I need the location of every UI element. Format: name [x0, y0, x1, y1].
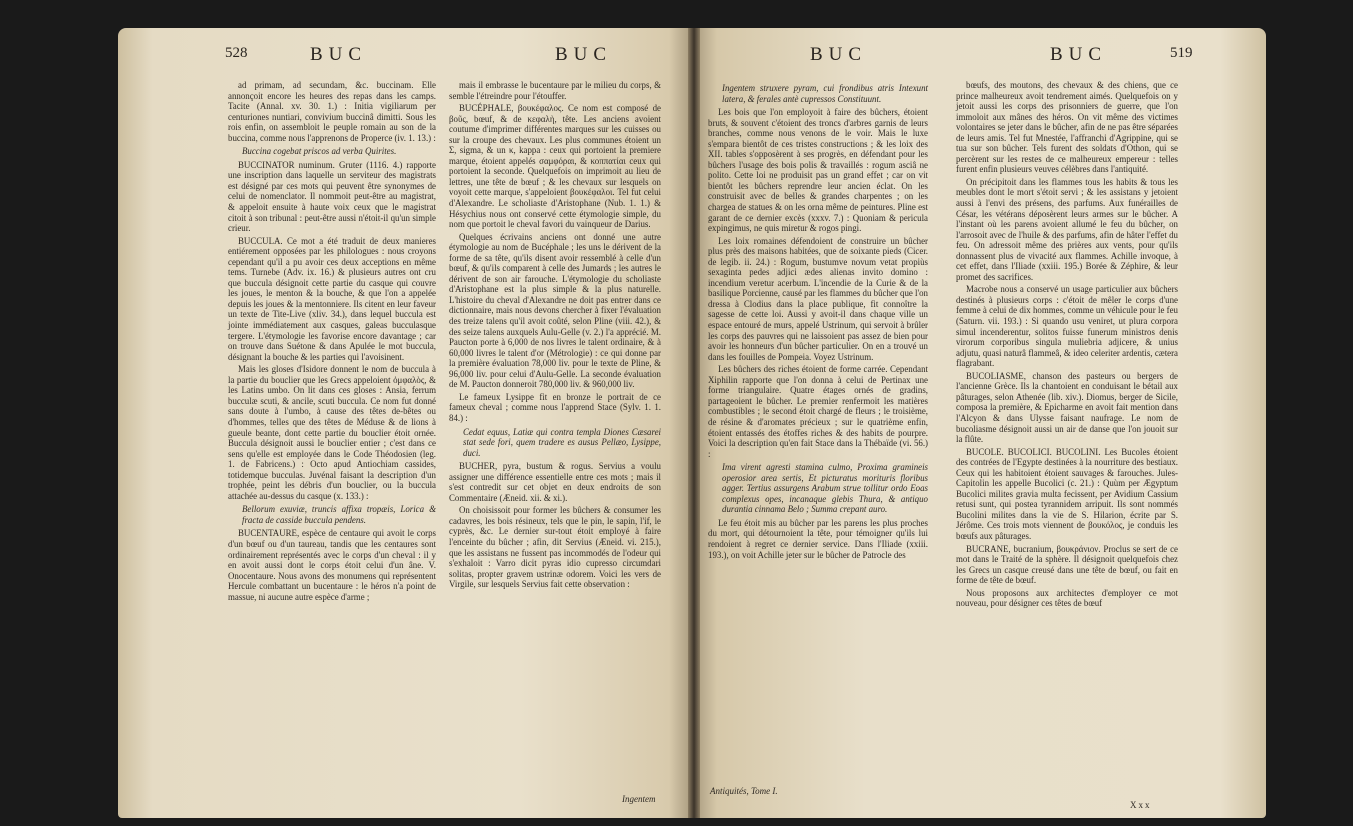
paragraph: Les bûchers des riches étoient de forme carrée. Cependant Xiphilin rapporte que l'on donna à celui de Pertinax une forme triangulaire. Quatre étages ornés de gradins, partageoient le bûcher. Le premier renfermoit les matières combustibles ; le second étoit chargé de fleurs ; le troisième, de résine & d'aromates précieux ; sur le quatrième enfin, étoient entassés des étoffes riches & des habits de pourpre. Voici la description qu'en fait Stace dans la Thébaïde (vi. 56.) : — [708, 364, 928, 459]
paragraph: bœufs, des moutons, des chevaux & des chiens, que ce prince malheureux avoit tendrement aimés. Quelquefois on y jetoit aussi les corps des prisonniers de guerre, que l'on immoloit aux mânes des héros. On vit même des victimes volontaires se jeter dans le bûcher, afin de ne pas être séparées de leurs amis. Tel fut Mnestée, l'affranchi d'Agrippine, qui se tua sur son bûcher. Tels furent des soldats d'Othon, qui se percèrent sur les restes de ce malheureux empereur : telles furent enfin plusieurs veuves célèbres dans l'antiquité. — [956, 80, 1178, 175]
left-page-number: 528 — [225, 45, 248, 61]
volume-footer: Antiquités, Tome I. — [710, 786, 778, 796]
paragraph: BUCCULA. Ce mot a été traduit de deux manieres entiérement opposées par les philologues : nous croyons cependant qu'il a pu avoir ces deux acceptions en même tems. Turnebe (Adv. ix. 16.) & plusieurs autres ont cru que buccula désignoit cette partie du casque qui couvre les joues, le menton & la bouche, & que l'on a appelée depuis les joues & la mentonniere. Ils citent en leur faveur un texte de Tite-Live (xliv. 34.), dans lequel buccula est jointe immédiatement aux casques, galeas bucculasque tergere. L'étymologie les favorise encore davantage ; car on trouve dans Suétone & dans Apulée le mot buccula, désignant la bouche & les parties qui l'avoisinent. — [228, 235, 436, 362]
paragraph: On précipitoit dans les flammes tous les habits & tous les meubles dont le mort s'étoit servi ; & les assistans y jetoient aussi à l'envi des présens, des parfums. Aux funérailles de César, les vétérans déposèrent leurs armes sur le bûcher. A l'instant où les parens avoient allumé le feu du bûcher, on l'arrosoit avec de l'huile & des parfums, afin de hâter l'effet du feu. On adressoit même des prières aux vents, pour qu'ils donnassent plus de vivacité aux flammes. Achille invoque, à cet effet, dans l'Iliade (xxiii. 195.) Borée & Zéphire, & leur promet des sacrifices. — [956, 176, 1178, 282]
right-column-1 — [708, 80, 928, 562]
left-column-1 — [228, 80, 436, 604]
signature-mark: Xxx — [1130, 800, 1152, 810]
right-column-2 — [956, 80, 1178, 611]
paragraph: Ima virent agresti stamina culmo, Proxima gramineis operosior area sertis, Et picturatus morituris floribus agger. Tertius assurgens Arabum strue tollitur ordo Eoas complexus opes, incanaque glebis Thura, & antiquo durantia cinnama Belo ; Summa crepant auro. — [722, 462, 928, 515]
paragraph: Cedat equus, Latiæ qui contra templa Diones Cæsarei stat sede fori, quem tradere es ausus Pellæo, Lysippe, duci. — [463, 426, 661, 458]
paragraph: BUCOLIASME, chanson des pasteurs ou bergers de l'ancienne Grèce. Ils la chantoient en conduisant le bétail aux pâturages, selon Athenée (lib. xiv.). Diomus, berger de Sicile, composa la première, & Epicharme en avoit fait mention dans l'Alcyon & dans Ulysse faisant naufrage. Le nom de bucoliasme désignoit aussi un air de danse que l'on jouoit sur la flûte. — [956, 370, 1178, 445]
catchword: Ingentem — [622, 794, 656, 804]
right-running-head-1: BUC — [810, 44, 868, 65]
paragraph: Bellorum exuviæ, truncis affixa tropæis, Lorica & fracta de casside buccula pendens. — [242, 504, 436, 525]
left-running-head-1: BUC — [310, 44, 368, 65]
paragraph: Le fameux Lysippe fit en bronze le portrait de ce fameux cheval ; comme nous l'apprend Stace (Sylv. 1. 1. 84.) : — [449, 391, 661, 423]
paragraph: Macrobe nous a conservé un usage particulier aux bûchers destinés à plusieurs corps : c'étoit de mêler le corps d'une femme à celui de dix hommes, comme un véhicule pour le feu (Saturn. vii. 193.) : Si quando usu veniret, ut plura corpora simul incenderentur, solitos fuisse funerum ministros denis virorum corporibus singula muliebria adjicere, & unius adjutu, quasi naturâ flammeâ, & ideo celeriter ardentis, cætera flagrabant. — [956, 284, 1178, 369]
paragraph: BUCÉPHALE, βουκέφαλος. Ce nom est composé de βοῦς, bœuf, & de κεφαλὴ, tête. Les anciens avoient coutume d'imprimer différentes marques sur les cuisses ou sur la croupe des chevaux. Les plus communes étoient un Σ, sigma, & un κ, kappa : ceux qui portoient la premiere marque, étoient appelés σαμφόραι, & κοππατίαι ceux qui portoient la seconde. Quelquefois on imprimoit au lieu de lettres, une tête de bœuf ; & les chevaux sur lesquels on voyoit cette marque, s'appeloient βουκέφαλοι. Tel fut celui d'Alexandre. Le scholiaste d'Aristophane (Nub. 1. 1.) & Hésychius nous ont conservé cette étymologie simple, du nom que portoit le cheval favori du vainqueur de Darius. — [449, 103, 661, 230]
paragraph: Les bois que l'on employoit à faire des bûchers, étoient bruts, & souvent c'étoient des troncs d'arbres garnis de leurs branches, comme nous venons de le voir. Mais le luxe s'empara bientôt de ces tristes constructions ; & les loix des XII. tables s'opposèrent à ses progrès, en défendant pour les bûchers l'usage des bois polis & travaillés : rogum asciâ ne polito. Cette loi ne produisit pas un grand effet ; car on vit bientôt les bûchers reprendre leur ancien éclat. On les construisit avec de belles & grandes charpentes ; on les chargea de statues & on les orna même de peintures. Pline est garant de ce dernier excès (xxxv. 7.) : Quoniam & pericula expingimus, ne quis miretur & rogos pingi. — [708, 107, 928, 234]
paragraph: BUCCINATOR numinum. Gruter (1116. 4.) rapporte une inscription dans laquelle un serviteur des magistrats est désigné par ces mots qui peuvent être synonymes de celui de nomenclator. Il nommoit peut-être au magistrat, & appeloit ensuite à haute voix ceux que le magistrat citoit à son tribunal : peut-être aussi n'étoit-il qu'un simple crieur. — [228, 159, 436, 234]
paragraph: Les loix romaines défendoient de construire un bûcher plus près des maisons habitées, que de soixante pieds (Cicer. de legib. ii. 24.) : Rogum, bustumve novum vetat propiùs sexaginta pedes adjici ædes alienas invito domino : incendium veretur acerbum. L'incendie de la Curie & de la basilique Porcienne, causé par les flammes du bûcher que l'on dressa à Clodius dans la place publique, fit connoître la sagesse de cette loi. Aussi y avoit-il dans chaque ville un espace entouré de murs, appelé Ustrinum, qui servoit à brûler les corps des pauvres qui ne laissoient pas assez de bien pour avoir les honneurs d'un bûcher particulier. On en a trouvé un dans les fouilles de Pompeia. Voyez Ustrinum. — [708, 235, 928, 362]
paragraph: BUCHER, pyra, bustum & rogus. Servius a voulu assigner une différence essentielle entre ces mots ; mais il s'est contredit sur cet objet en deux endroits de son Commentaire (Æneid. xii. & xi.). — [449, 461, 661, 503]
left-running-head-2: BUC — [555, 44, 613, 65]
right-running-head-2: BUC — [1050, 44, 1108, 65]
left-column-2 — [449, 80, 661, 592]
paragraph: ad primam, ad secundam, &c. buccinam. Elle annonçoit encore les heures des repas dans les camps. Tacite (Annal. xv. 30. 1.) : Initia vigiliarum per centuriones nuntiari, convivium buccinâ dimitti. Sous les rois enfin, on assembloit le peuple romain au son de la buccina, comme nous l'apprenons de Properce (iv. 1. 13.) : — [228, 80, 436, 143]
paragraph: mais il embrasse le bucentaure par le milieu du corps, & semble l'étreindre pour l'étouffer. — [449, 80, 661, 101]
paragraph: BUCRANE, bucranium, βουκράνιον. Proclus se sert de ce mot dans le Traité de la sphère. Il désignoit quelquefois chez les Grecs un casque creusé dans une tête de bœuf, ou fait en forme de tête de bœuf. — [956, 543, 1178, 586]
paragraph: On choisissoit pour former les bûchers & consumer les cadavres, les bois résineux, tels que le pin, le sapin, l'if, le cyprès, &c. Le dernier sur-tout étoit employé à faire l'enceinte du bûcher ; afin, dit Servius (Æneid. vi. 215.), que les assistans ne fussent pas incommodés de l'odeur qui s'exhaloit : Varro dicit pyras idio cupresso circumdari solitas, propter gravem ustrinæ odorem. Voici les vers de Virgile, sur lesquels Servius fait cette observation : — [449, 505, 661, 590]
paragraph: BUCENTAURE, espèce de centaure qui avoit le corps d'un bœuf ou d'un taureau, tandis que les centaures sont ordinairement représentés avec le corps d'un cheval : il y en avoit aussi dont le corps étoit celui d'un âne. V. Onocentaure. Nous avons des monumens qui représentent Hercule combattant un bucentaure : le héros n'a point de massue, ni aucune autre espèce d'arme ; — [228, 528, 436, 602]
paragraph: Buccina cogebat priscos ad verba Quirites. — [242, 146, 397, 157]
paragraph: Ingentem struxere pyram, cui frondibus atris Intexunt latera, & ferales antè cupressos Constituunt. — [722, 83, 928, 104]
right-page-number: 519 — [1170, 45, 1193, 61]
paragraph: Nous proposons aux architectes d'employer ce mot nouveau, pour désigner ces têtes de bœuf — [956, 587, 1178, 609]
paragraph: BUCOLE. BUCOLICI. BUCOLINI. Les Bucoles étoient des contrées de l'Egypte destinées à la nourriture des bestiaux. Ceux qui les habitoient étoient sauvages & farouches. Jules-Capitolin les appelle Bucolici (c. 21.) : Quùm per Ægyptum Bucolici milites gravia multa fecissent, per Avidium Cassium retusi sunt, qui postea tyrannidem arripuit. Ils sont nommés Bucolini milites dans la vie de S. Hilarion, écrite par S. Jérôme. Ces trois mots viennent de βουκόλος, je conduis les bœufs aux pâturages. — [956, 446, 1178, 541]
book-gutter — [688, 28, 700, 818]
paragraph: Le feu étoit mis au bûcher par les parens les plus proches du mort, qui détournoient la tête, pour témoigner qu'ils lui rendoient à regret ce dernier service. Dans l'Iliade (xxiii. 193.), on voit Achille jeter sur le bûcher de Patrocle des — [708, 517, 928, 560]
paragraph: Quelques écrivains anciens ont donné une autre étymologie au nom de Bucéphale ; les uns le dérivent de la forme de sa tête, qu'ils disent avoir ressemblé à celle d'un bœuf, & qu'ils comparent à celle des Jumards ; les autres le dérivent de son air farouche. L'étymologie du scholiaste d'Aristophane est la plus simple & la plus naturelle. L'histoire du cheval d'Alexandre ne doit pas entrer dans ce dictionnaire, mais nous devons chercher à fixer l'évaluation des treize talens qu'il avoit coûté, selon Pline (viii. 42.), & des seize talens auxquels Aulu-Gelle (v. 2.) l'a apprécié. M. Paucton porte à 6,000 de nos livres le talent ordinaire, & à 60,000 livres le talent d'or (Métrologie) : ce qui donne par la première évaluation 78,000 liv. pour le texte de Pline, & 96,000 liv. pour celui d'Aulu-Gelle. La seconde évaluation de M. Paucton donneroit 780,000 liv. & 960,000 liv. — [449, 231, 661, 390]
paragraph: Mais les gloses d'Isidore donnent le nom de buccula à la partie du bouclier que les Grecs appeloient ὀμφαλὸς, & les Latins umbo. On lit dans ces gloses : Ansia, ferrum bucculæ scuti, & ancile, scuti buccula. Ce nom fut donné sans doute à l'umbo, à cause des têtes de-bêtes ou d'hommes, telles que des têtes de Méduse & de lions à gueule beante, dont cette partie du bouclier étoit ornée. Buccula désignoit aussi le bouclier entier ; c'est dans ce sens qu'elle est employée dans le Code Théodosien (leg. 1. de Fabricens.) : Octo apud Antiochiam cassides, totidemque bucculas. Juvénal faisant la description d'un trophée, peint les débris d'un bouclier, ou la buccula attachée au-dessus du casque (x. 133.) : — [228, 364, 436, 501]
